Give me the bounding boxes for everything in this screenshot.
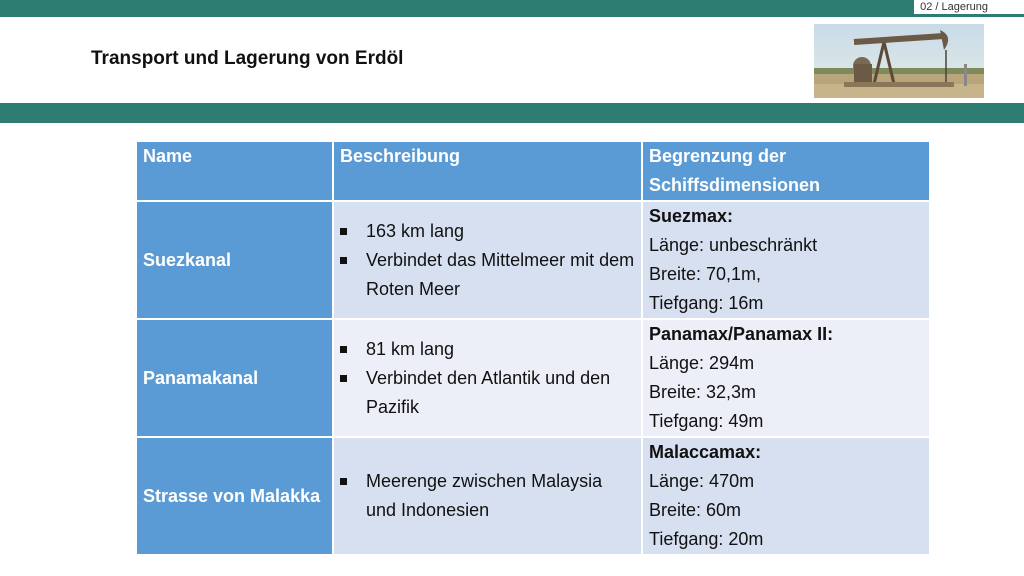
limit-class-title: Suezmax:	[649, 206, 734, 226]
description-bullet: Meerenge zwischen Malaysia und Indonesien	[340, 467, 635, 525]
bullet-square-icon	[340, 257, 347, 264]
limit-line: Länge: unbeschränkt	[649, 235, 818, 255]
oil-pump-illustration	[814, 24, 984, 98]
shipping-routes-table	[135, 140, 931, 556]
route-description	[333, 319, 642, 437]
route-ship-limits	[642, 437, 930, 555]
header-divider-bar	[0, 103, 1024, 123]
limit-line: Tiefgang: 16m	[649, 293, 764, 313]
limit-line: Tiefgang: 20m	[649, 529, 764, 549]
column-header-ship-limits: Begrenzung der Schiffsdimensionen	[642, 141, 930, 201]
limit-class-title: Panamax/Panamax II:	[649, 324, 834, 344]
column-header-description: Beschreibung	[333, 141, 642, 201]
route-name: Panamakanal	[136, 319, 333, 437]
route-description	[333, 437, 642, 555]
limit-line: Länge: 470m	[649, 471, 755, 491]
bullet-square-icon	[340, 346, 347, 353]
bullet-square-icon	[340, 375, 347, 382]
table-row	[136, 437, 930, 555]
limit-line: Breite: 60m	[649, 500, 742, 520]
description-bullet: 81 km lang	[340, 335, 635, 364]
slide-title: Transport und Lagerung von Erdöl	[91, 48, 404, 69]
route-description	[333, 201, 642, 319]
limit-line: Breite: 70,1m,	[649, 264, 762, 284]
table-header-row	[136, 141, 930, 201]
table-row	[136, 201, 930, 319]
limit-line: Länge: 294m	[649, 353, 755, 373]
route-name: Strasse von Malakka	[136, 437, 333, 555]
description-bullet: Verbindet den Atlantik und den Pazifik	[340, 364, 635, 422]
section-label: 02 / Lagerung	[914, 0, 1024, 14]
route-name: Suezkanal	[136, 201, 333, 319]
limit-line: Tiefgang: 49m	[649, 411, 764, 431]
column-header-name: Name	[136, 141, 333, 201]
limit-class-title: Malaccamax:	[649, 442, 762, 462]
route-ship-limits	[642, 319, 930, 437]
description-bullet: 163 km lang	[340, 217, 635, 246]
route-ship-limits	[642, 201, 930, 319]
table-row	[136, 319, 930, 437]
limit-line: Breite: 32,3m	[649, 382, 757, 402]
bullet-square-icon	[340, 478, 347, 485]
bullet-square-icon	[340, 228, 347, 235]
top-accent-bar	[0, 0, 1024, 17]
oil-pump-photo	[814, 24, 984, 98]
description-bullet: Verbindet das Mittelmeer mit dem Roten Meer	[340, 246, 635, 304]
